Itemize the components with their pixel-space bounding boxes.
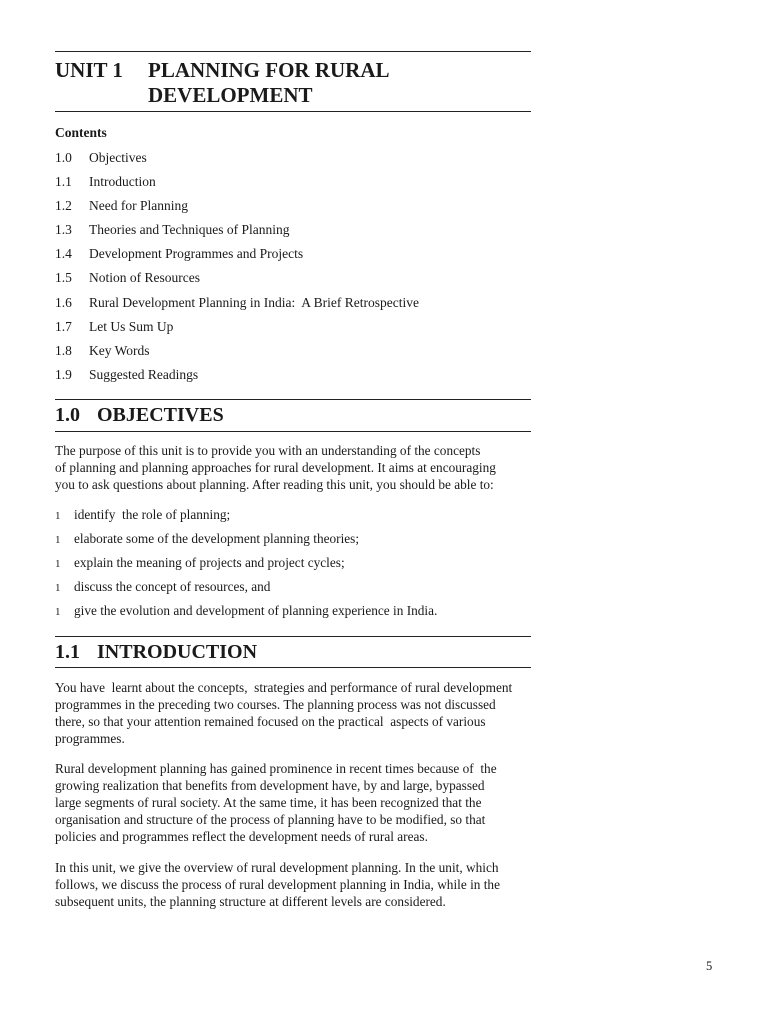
text-line: follows, we discuss the process of rural development planning in India, while in the — [55, 877, 500, 892]
text-line: large segments of rural society. At the same time, it has been recognized that the — [55, 795, 482, 810]
objectives-top-rule — [55, 399, 531, 400]
list-item-text: identify the role of planning; — [74, 507, 231, 522]
text-line: programmes in the preceding two courses. The planning process was not discussed — [55, 697, 496, 712]
toc-item[interactable] — [55, 318, 531, 342]
toc-number: 1.7 — [55, 318, 72, 334]
text-line: programmes. — [55, 731, 125, 746]
list-item — [55, 530, 531, 554]
text-line: You have learnt about the concepts, strategies and performance of rural development — [55, 680, 513, 695]
toc-label: Suggested Readings — [89, 366, 199, 382]
objectives-bottom-rule — [55, 431, 531, 432]
introduction-bottom-rule — [55, 667, 531, 668]
introduction-paragraph-2 — [55, 760, 533, 845]
introduction-title: INTRODUCTION — [97, 641, 258, 663]
list-item-text: elaborate some of the development planning theories; — [74, 531, 360, 547]
toc-item[interactable] — [55, 221, 531, 245]
text-line: there, so that your attention remained focused on the practical aspects of various — [55, 714, 486, 729]
bullet-icon: 1 — [55, 558, 61, 571]
text-line: growing realization that benefits from development have, by and large, bypassed — [55, 778, 485, 793]
bullet-icon: 1 — [55, 582, 61, 595]
toc-number: 1.0 — [55, 150, 72, 165]
toc-number: 1.9 — [55, 366, 72, 382]
bullet-icon: 1 — [55, 606, 61, 619]
text-line: In this unit, we give the overview of rural development planning. In the unit, which — [55, 860, 499, 875]
toc-label: Rural Development Planning in India: A Brief Retrospective — [89, 294, 419, 310]
contents-heading: Contents — [55, 125, 107, 140]
toc-number: 1.5 — [55, 270, 72, 286]
text-line: The purpose of this unit is to provide you with an understanding of the concepts — [55, 443, 481, 458]
introduction-paragraph-3 — [55, 859, 533, 910]
list-item — [55, 554, 531, 578]
toc-item[interactable] — [55, 294, 531, 318]
unit-title-line1: PLANNING FOR RURAL — [148, 58, 390, 82]
toc-number: 1.6 — [55, 294, 72, 310]
text-line: of planning and planning approaches for rural development. It aims at encouraging — [55, 460, 496, 475]
toc-item[interactable] — [55, 197, 531, 221]
text-line: organisation and structure of the process of planning have to be modified, so that — [55, 812, 486, 827]
table-of-contents — [55, 149, 531, 390]
objectives-number: 1.0 — [55, 404, 80, 426]
objectives-heading — [55, 403, 224, 427]
unit-bottom-rule — [55, 111, 531, 112]
toc-label: Need for Planning — [89, 198, 188, 214]
list-item-text: give the evolution and development of planning experience in India. — [74, 603, 438, 619]
unit-top-rule — [55, 51, 531, 52]
introduction-heading — [55, 640, 257, 664]
toc-item[interactable] — [55, 149, 531, 173]
toc-item[interactable] — [55, 342, 531, 366]
list-item-text: explain the meaning of projects and project cycles; — [74, 555, 345, 571]
page-number: 5 — [706, 959, 713, 973]
toc-item[interactable] — [55, 173, 531, 197]
bullet-icon: 1 — [55, 510, 61, 522]
introduction-number: 1.1 — [55, 641, 80, 663]
unit-number: UNIT 1 — [55, 58, 123, 82]
toc-item[interactable] — [55, 366, 531, 390]
toc-label: Notion of Resources — [89, 270, 200, 286]
toc-number: 1.4 — [55, 246, 72, 262]
text-line: you to ask questions about planning. After reading this unit, you should be able to: — [55, 477, 494, 492]
toc-label: Objectives — [89, 150, 147, 165]
objectives-intro — [55, 442, 533, 493]
objectives-title: OBJECTIVES — [97, 404, 224, 426]
list-item — [55, 602, 531, 626]
toc-item[interactable] — [55, 269, 531, 293]
objectives-list — [55, 506, 531, 626]
toc-label: Let Us Sum Up — [89, 318, 174, 334]
text-line: Rural development planning has gained prominence in recent times because of the — [55, 761, 497, 776]
introduction-paragraph-1 — [55, 679, 533, 747]
list-item — [55, 578, 531, 602]
toc-number: 1.8 — [55, 342, 72, 358]
toc-label: Key Words — [89, 342, 150, 358]
bullet-icon: 1 — [55, 534, 61, 547]
toc-label: Theories and Techniques of Planning — [89, 222, 290, 238]
list-item — [55, 506, 531, 530]
text-line: subsequent units, the planning structure at different levels are considered. — [55, 894, 446, 909]
unit-title-line2: DEVELOPMENT — [148, 83, 313, 107]
introduction-top-rule — [55, 636, 531, 637]
toc-number: 1.1 — [55, 174, 72, 190]
list-item-text: discuss the concept of resources, and — [74, 579, 271, 595]
toc-label: Introduction — [89, 174, 156, 190]
text-line: policies and programmes reflect the development needs of rural areas. — [55, 829, 428, 844]
toc-number: 1.3 — [55, 222, 72, 238]
toc-number: 1.2 — [55, 198, 72, 214]
toc-label: Development Programmes and Projects — [89, 246, 304, 262]
toc-item[interactable] — [55, 245, 531, 269]
unit-title-text — [148, 58, 528, 108]
